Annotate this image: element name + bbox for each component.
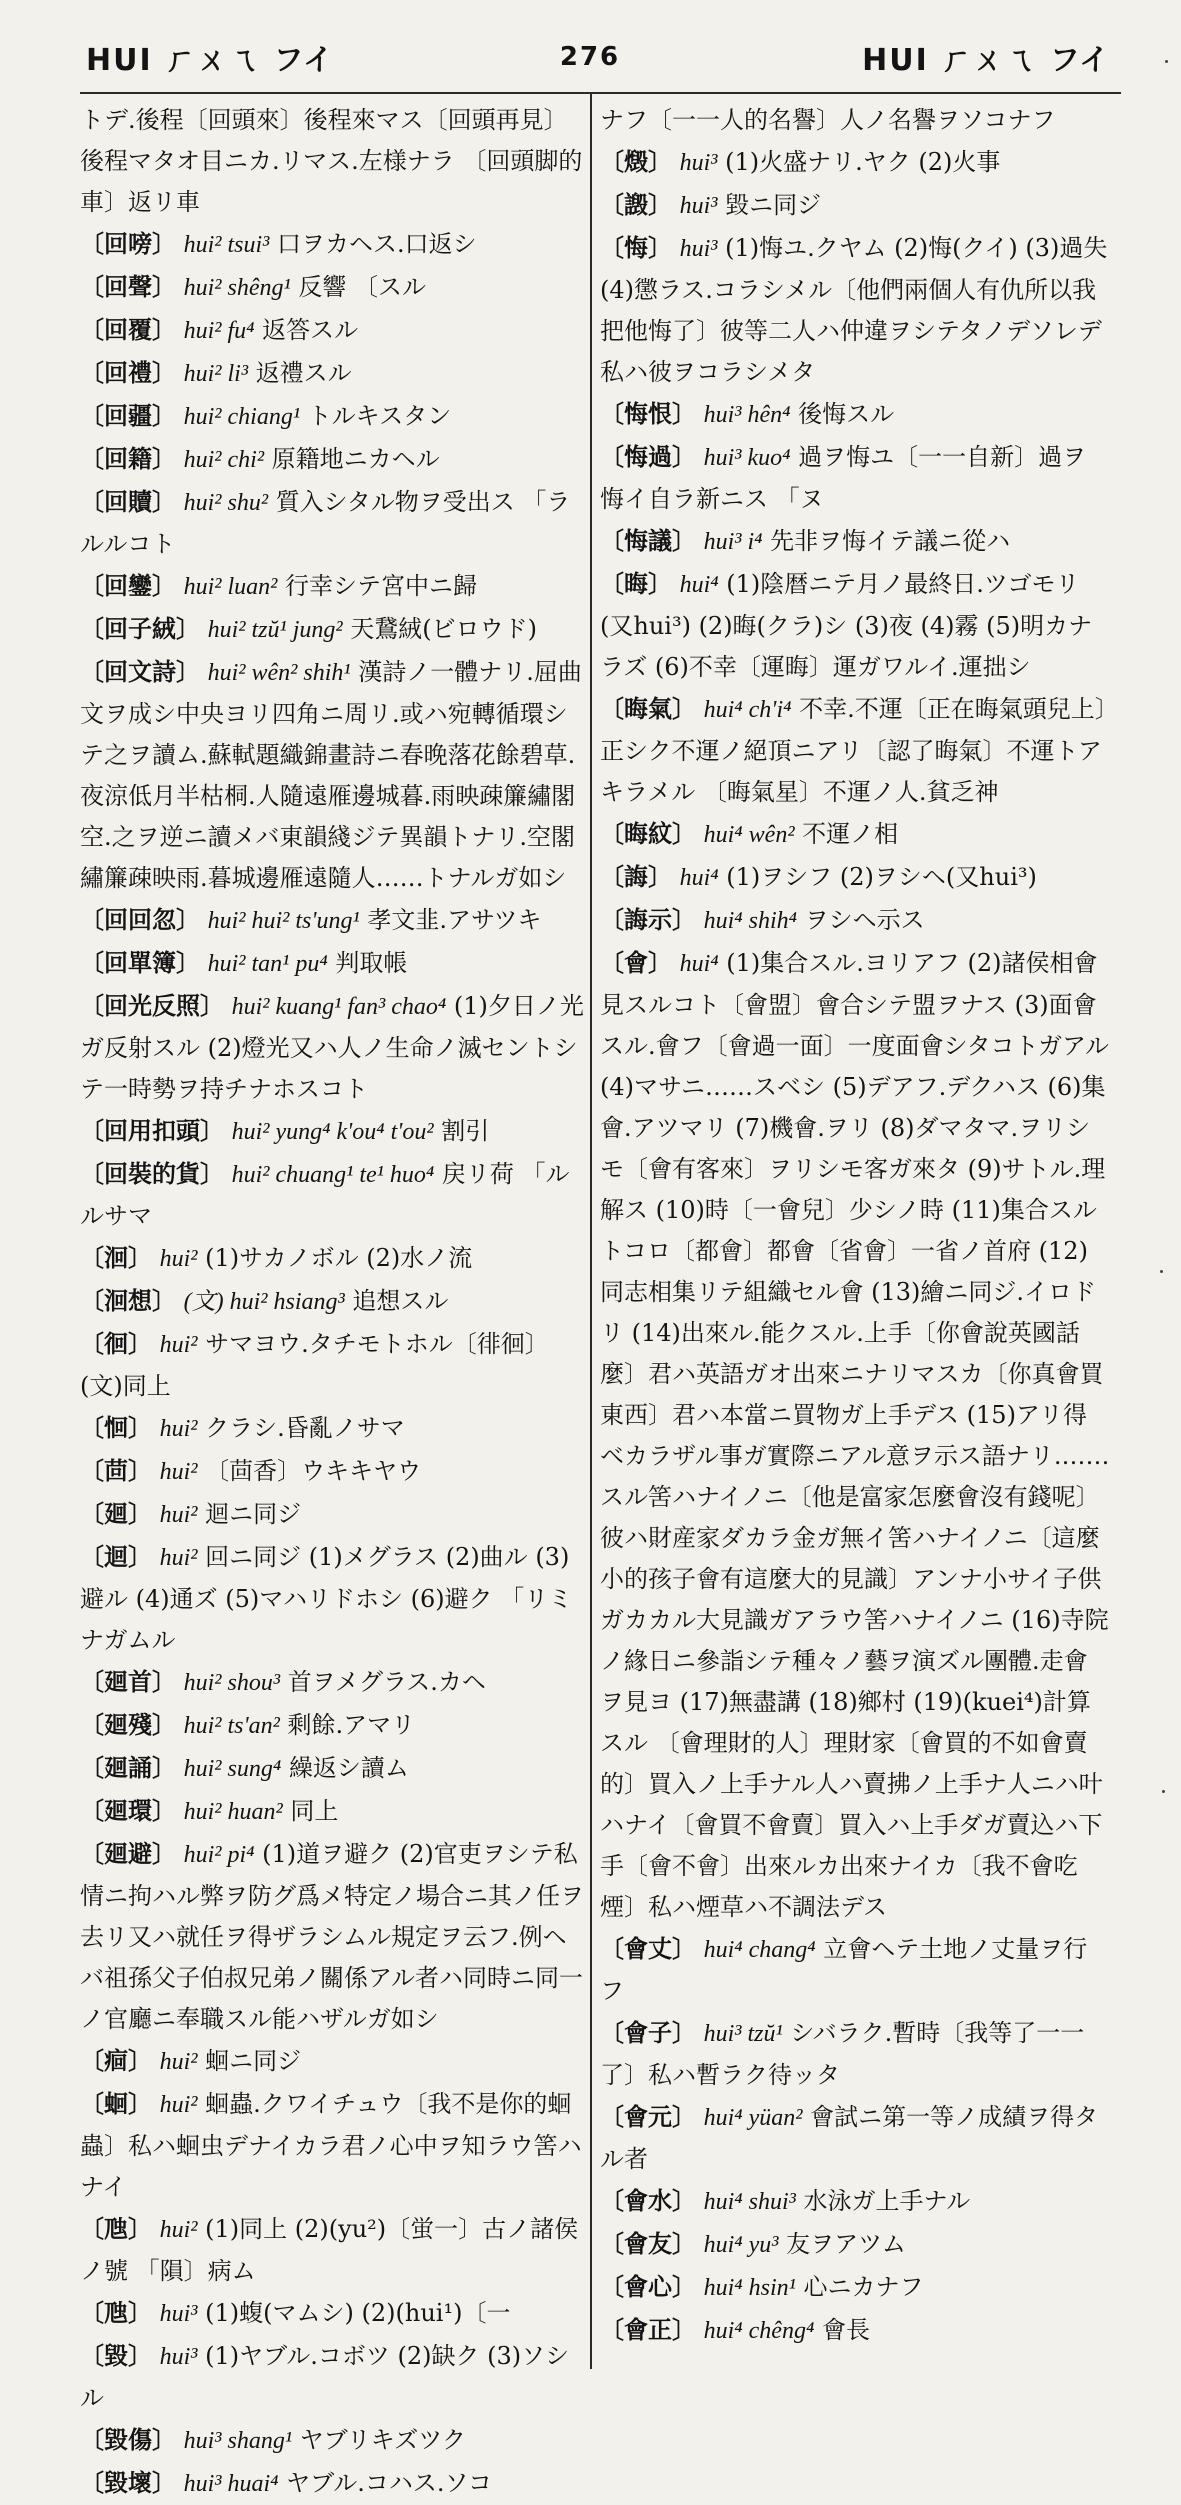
entry-definition: (1)陰暦ニテ月ノ最終日.ツゴモリ(又hui³) (2)晦(クラ)シ (3)夜 (4)霧 (5)明カナラズ (6)不幸〔運晦〕運ガワルイ.運拙シ <box>600 570 1093 681</box>
entry-definition: 首ヲメグラス.カヘ <box>287 1668 486 1696</box>
dictionary-entry <box>80 2208 590 2292</box>
entry-definition: 返禮スル <box>255 359 352 387</box>
entry-romanization: hui⁴ shih⁴ <box>703 908 798 934</box>
entry-definition: 原籍地ニカヘル <box>271 445 440 473</box>
entry-definition: 漢詩ノ一體ナリ.屈曲文ヲ成シ中央ヨリ四角ニ周リ.或ハ宛轉循環シテ之ヲ讀ム.蘇軾題織錦畫詩ニ春晚落花餘碧草.夜涼低月半枯桐.人隨遠雁邊城暮.雨映疎簾繡閣空.之ヲ逆ニ讀メバ東韻綫ジテ異韻トナリ.空閣繡簾疎映雨.暮城邊雁遠隨人……トナルガ如シ <box>80 658 582 892</box>
dictionary-entry <box>600 393 1110 436</box>
entry-headword: 〔迴〕 <box>80 1542 152 1571</box>
entry-romanization: hui² pi⁴ <box>183 1842 255 1868</box>
entry-romanization: hui³ <box>679 193 718 219</box>
dictionary-entry <box>600 2266 1110 2309</box>
entry-headword: 〔會〕 <box>600 948 672 977</box>
entry-romanization: hui² <box>159 1502 198 1528</box>
entry-romanization: hui² <box>159 2092 198 2118</box>
entry-definition: クラシ.昏亂ノサマ <box>205 1414 405 1442</box>
entry-headword: 〔回光反照〕 <box>80 991 224 1020</box>
entry-romanization: hui⁴ chêng⁴ <box>703 2318 815 2344</box>
dictionary-entry <box>80 565 590 608</box>
entry-definition: サマヨウ.タチモトホル〔徘徊〕(文)同上 <box>80 1330 549 1400</box>
entry-headword: 〔悔恨〕 <box>600 399 696 428</box>
entry-headword: 〔會友〕 <box>600 2229 696 2258</box>
entry-romanization: hui² <box>159 2217 198 2243</box>
dictionary-entry <box>80 1704 590 1747</box>
entry-romanization: hui⁴ hsin¹ <box>703 2275 796 2301</box>
dictionary-entry <box>600 184 1110 227</box>
page-number: 276 <box>559 42 621 72</box>
dictionary-entry <box>80 1450 590 1493</box>
left-column <box>80 100 590 2505</box>
entry-definition: ヤブリキズツク <box>299 2426 467 2454</box>
entry-headword: 〔廻殘〕 <box>80 1710 176 1739</box>
entry-headword: 〔晦氣〕 <box>600 694 696 723</box>
entry-romanization: hui⁴ <box>679 572 719 598</box>
entry-headword: 〔恛〕 <box>80 1413 152 1442</box>
dictionary-entry <box>80 651 590 899</box>
entry-romanization: hui² luan² <box>183 574 278 600</box>
entry-romanization: hui² <box>159 1459 198 1485</box>
entry-romanization: hui⁴ chang⁴ <box>703 1937 816 1963</box>
entry-romanization: hui² hui² ts'ung¹ <box>207 908 360 934</box>
dictionary-entry <box>600 141 1110 184</box>
entry-definition: 蛔ニ同ジ <box>205 2047 302 2075</box>
entry-definition: (1)ヲシフ (2)ヲシヘ(又hui³) <box>726 863 1037 891</box>
entry-definition: 天鵞絨(ビロウド) <box>350 615 537 643</box>
entry-definition: 先非ヲ悔イテ議ニ從ハ <box>770 527 1011 555</box>
dictionary-entry <box>80 942 590 985</box>
entry-romanization: hui² <box>159 1545 198 1571</box>
entry-romanization: hui³ <box>159 2344 198 2370</box>
entry-definition: (1)サカノボル (2)水ノ流 <box>205 1244 473 1272</box>
entry-headword: 〔誨示〕 <box>600 905 696 934</box>
entry-headword: 〔蛔〕 <box>80 2089 152 2118</box>
entry-headword: 〔誨〕 <box>600 862 672 891</box>
entry-definition: 會長 <box>821 2316 870 2344</box>
scan-speck <box>1160 1270 1163 1273</box>
entry-headword: 〔回單簿〕 <box>80 948 200 977</box>
entry-definition: 孝文韭.アサツキ <box>367 906 542 934</box>
entry-definition: 不運ノ相 <box>802 820 899 848</box>
entry-headword: 〔譭〕 <box>600 190 672 219</box>
dictionary-entry <box>80 352 590 395</box>
dictionary-entry <box>80 1280 590 1323</box>
entry-definition: ヲシヘ示ス <box>804 906 925 934</box>
dictionary-entry <box>80 481 590 565</box>
dictionary-entry <box>600 2096 1110 2180</box>
entry-romanization: hui³ shang¹ <box>183 2428 293 2454</box>
dictionary-entry <box>600 563 1110 688</box>
entry-romanization: hui² tzŭ¹ jung² <box>207 617 343 643</box>
dictionary-entry <box>80 1747 590 1790</box>
entry-romanization: hui⁴ yüan² <box>703 2105 803 2131</box>
entry-romanization: hui² tsui³ <box>183 232 270 258</box>
entry-definition: シバラク.暫時〔我等了一一了〕私ハ暫ラク待ッタ <box>600 2019 1085 2089</box>
entry-headword: 〔會水〕 <box>600 2186 696 2215</box>
entry-definition: (1)火盛ナリ.ヤク (2)火事 <box>725 148 1001 176</box>
entry-definition: 心ニカナフ <box>803 2273 924 2301</box>
entry-definition: 返答スル <box>262 316 359 344</box>
entry-romanization: hui³ tzŭ¹ <box>703 2021 783 2047</box>
dictionary-entry <box>80 1323 590 1407</box>
dictionary-entry <box>80 1153 590 1237</box>
entry-headword: 〔回聲〕 <box>80 272 176 301</box>
entry-romanization: hui⁴ yu³ <box>703 2232 779 2258</box>
dictionary-entry <box>80 2040 590 2083</box>
entry-romanization: hui³ <box>159 2301 198 2327</box>
entry-romanization: hui² fu⁴ <box>183 318 255 344</box>
entry-romanization: hui⁴ <box>679 865 719 891</box>
dictionary-entry <box>600 2309 1110 2352</box>
scan-speck <box>1162 1790 1165 1793</box>
entry-romanization: hui² <box>159 1332 198 1358</box>
dictionary-entry <box>80 223 590 266</box>
dictionary-entry <box>80 2292 590 2335</box>
entry-headword: 〔痐〕 <box>80 2046 152 2075</box>
entry-headword: 〔燬〕 <box>600 147 672 176</box>
dictionary-entry <box>80 899 590 942</box>
entry-headword: 〔回籍〕 <box>80 444 176 473</box>
dictionary-entry <box>600 2180 1110 2223</box>
dictionary-entry <box>80 266 590 309</box>
entry-romanization: hui² huan² <box>183 1799 283 1825</box>
entry-romanization: hui² yung⁴ k'ou⁴ t'ou² <box>231 1119 434 1145</box>
dictionary-entry <box>80 1407 590 1450</box>
entry-definition: (1)悔ユ.クヤム (2)悔(クイ) (3)過失 (4)懲ラス.コラシメル〔他們兩個人有仇所以我把他悔了〕彼等二人ハ仲違ヲシテタノデソレデ私ハ彼ヲコラシメタ <box>600 234 1108 386</box>
entry-definition: 回ニ同ジ (1)メグラス (2)曲ル (3)避ル (4)通ズ (5)マハリドホシ (6)避ク 「リミナガムル <box>80 1543 573 1654</box>
entry-headword: 〔回回忽〕 <box>80 905 200 934</box>
entry-headword: 〔廻首〕 <box>80 1667 176 1696</box>
dictionary-entry <box>80 2419 590 2462</box>
dictionary-entry <box>80 100 590 223</box>
entry-romanization: hui³ <box>679 236 718 262</box>
dictionary-entry <box>600 899 1110 942</box>
entry-definition: 友ヲアツム <box>786 2230 906 2258</box>
entry-headword: 〔虺〕 <box>80 2298 152 2327</box>
entry-headword: 〔晦紋〕 <box>600 819 696 848</box>
entry-headword: 〔回用扣頭〕 <box>80 1116 224 1145</box>
entry-romanization: hui² tan¹ pu⁴ <box>207 951 328 977</box>
dictionary-entry <box>80 395 590 438</box>
dictionary-entry <box>80 1661 590 1704</box>
entry-definition: 割引 <box>441 1117 490 1145</box>
entry-headword: 〔回禮〕 <box>80 358 176 387</box>
entry-headword: 〔廻誦〕 <box>80 1753 176 1782</box>
dictionary-entry <box>80 2083 590 2208</box>
entry-headword: 〔會元〕 <box>600 2102 696 2131</box>
entry-definition: (1)集合スル.ヨリアフ (2)諸侯相會見スルコト〔會盟〕會合シテ盟ヲナス (3)面會スル.會フ〔會過一面〕一度面會シタコトガアル (4)マサニ……スベシ (5)デアフ.デクハス (6)集會.アツマリ (7)機會.ヲリ (8)ダマタマ.ヲリシモ〔會有客來〕ヲリシモ客ガ來タ (9)サトル.理解ス (10)時〔一會兒〕少シノ時 (11)集合スルトコロ〔都會〕都會〔省會〕一省ノ首府 (12)同志相集リテ組織セル會 (13)繪ニ同ジ.イロドリ (14)出來ル.能クスル.上手〔你會說英國話麼〕君ハ英語ガオ出來ニナリマスカ〔你真會買東西〕君ハ本當ニ買物ガ上手デス (15)アリ得ベカラザル事ガ實際ニアル意ヲ示ス語ナリ.……スル筈ハナイノニ〔他是富家怎麼會沒有錢呢〕彼ハ財産家ダカラ金ガ無イ筈ハナイノニ〔這麼小的孩子會有這麼大的見識〕アンナ小サイ子供ガカカル大見識ガアラウ筈ハナイノニ (16)寺院ノ緣日ニ參詣シテ種々ノ藝ヲ演ズル團體.走會ヲ見ヨ (17)無盡講 (18)鄉村 (19)(kuei⁴)計算スル 〔會理財的人〕理財家〔會買的不如會賣的〕買入ノ上手ナル人ハ賣拂ノ上手ナ人ニハ叶ハナイ〔會買不會賣〕買入ハ上手ダガ賣込ハ下手〔會不會〕出來ルカ出來ナイカ〔我不會吃煙〕私ハ煙草ハ不調法デス <box>600 949 1110 1921</box>
entry-romanization: hui⁴ shui³ <box>703 2189 796 2215</box>
dictionary-entry <box>600 1928 1110 2012</box>
entry-definition: トルキスタン <box>307 402 452 430</box>
entry-romanization: hui² sung⁴ <box>183 1756 282 1782</box>
dictionary-entry <box>80 2335 590 2419</box>
entry-definition: 同上 <box>290 1797 339 1825</box>
entry-headword: 〔毀傷〕 <box>80 2425 176 2454</box>
entry-definition: 會試ニ第一等ノ成績ヲ得タル者 <box>600 2103 1099 2173</box>
entry-headword: 〔茴〕 <box>80 1456 152 1485</box>
dictionary-entry <box>600 856 1110 899</box>
entry-headword: 〔回覆〕 <box>80 315 176 344</box>
entry-headword: 〔會子〕 <box>600 2018 696 2047</box>
entry-romanization: hui² <box>159 1246 198 1272</box>
entry-headword: 〔徊〕 <box>80 1329 152 1358</box>
entry-romanization: hui² shêng¹ <box>183 275 291 301</box>
entry-romanization: hui² shu² <box>183 490 269 516</box>
dictionary-entry <box>80 1833 590 2040</box>
entry-romanization: hui² kuang¹ fan³ chao⁴ <box>231 994 447 1020</box>
dictionary-entry <box>80 1536 590 1661</box>
entry-headword: 〔會丈〕 <box>600 1934 696 1963</box>
entry-headword: 〔回贖〕 <box>80 487 176 516</box>
entry-headword: 〔會心〕 <box>600 2272 696 2301</box>
column-divider <box>590 92 592 2369</box>
dictionary-entry <box>600 2223 1110 2266</box>
dictionary-entry <box>80 309 590 352</box>
entry-romanization: hui² <box>159 2049 198 2075</box>
entry-headword: 〔回嗙〕 <box>80 229 176 258</box>
entry-headword: 〔悔過〕 <box>600 442 696 471</box>
entry-romanization: hui³ hên⁴ <box>703 402 791 428</box>
right-column <box>600 100 1110 2352</box>
dictionary-entry <box>600 2012 1110 2096</box>
dictionary-entry <box>600 813 1110 856</box>
entry-romanization: hui⁴ ch'i⁴ <box>703 697 792 723</box>
dictionary-entry <box>600 688 1110 813</box>
entry-romanization: hui² ts'an² <box>183 1713 280 1739</box>
entry-definition: 繰返シ讀ム <box>288 1754 409 1782</box>
entry-definition: (1)夕日ノ光ガ反射スル (2)燈光又ハ人ノ生命ノ滅セントシテ一時勢ヲ持チナホスコト <box>80 992 584 1103</box>
entry-headword: 〔毀壞〕 <box>80 2468 176 2497</box>
entry-definition: トデ.後程〔回頭來〕後程來マス〔回頭再見〕後程マタオ目ニカ.リマス.左様ナラ 〔回頭脚的車〕返リ車 <box>80 106 583 216</box>
dictionary-entry <box>80 1790 590 1833</box>
dictionary-entry <box>600 942 1110 1928</box>
header-rule <box>80 92 1121 94</box>
entry-definition: (1)同上 (2)(yu²)〔蛍一〕古ノ諸侯ノ號 「隕〕病ム <box>80 2215 579 2285</box>
entry-headword: 〔會正〕 <box>600 2315 696 2344</box>
dictionary-entry <box>600 227 1110 393</box>
entry-definition: 行幸シテ宮中ニ歸 <box>285 572 478 600</box>
entry-definition: 迴ニ同ジ <box>205 1500 302 1528</box>
entry-definition: 剩餘.アマリ <box>287 1711 416 1739</box>
dictionary-entry <box>600 100 1110 141</box>
entry-romanization: hui³ kuo⁴ <box>703 445 791 471</box>
dictionary-entry <box>80 2462 590 2505</box>
entry-headword: 〔廻避〕 <box>80 1839 176 1868</box>
entry-definition: 立會ヘテ土地ノ丈量ヲ行フ <box>600 1935 1088 2005</box>
running-header-right: HUI ㄏㄨㄟ フイ <box>862 43 1111 78</box>
entry-romanization: hui² li³ <box>183 361 249 387</box>
entry-definition: 質入シタル物ヲ受出ス 「ラルルコト <box>80 488 571 558</box>
entry-definition: 不幸.不運〔正在晦氣頭兒上〕正シク不運ノ絕頂ニアリ〔認了晦氣〕不運トアキラメル 〔晦氣星〕不運ノ人.貧乏神 <box>600 695 1107 806</box>
entry-definition: 後悔スル <box>798 400 895 428</box>
entry-definition: ヤブル.コハス.ソコ <box>286 2469 492 2497</box>
entry-headword: 〔虺〕 <box>80 2214 152 2243</box>
dictionary-entry <box>80 608 590 651</box>
scan-speck <box>1165 60 1168 63</box>
entry-definition: (1)ヤブル.コボツ (2)缺ク (3)ソシル <box>80 2342 570 2412</box>
dictionary-entry <box>80 1110 590 1153</box>
entry-headword: 〔晦〕 <box>600 569 672 598</box>
entry-romanization: hui² chiang¹ <box>183 404 301 430</box>
entry-headword: 〔悔〕 <box>600 233 672 262</box>
entry-headword: 〔回裝的貨〕 <box>80 1159 224 1188</box>
entry-definition: (1)蝮(マムシ) (2)(hui¹)〔一 <box>205 2299 511 2327</box>
entry-romanization: hui² chi² <box>183 447 265 473</box>
entry-romanization: hui³ huai⁴ <box>183 2471 279 2497</box>
entry-definition: 過ヲ悔ユ〔一一自新〕過ヲ悔イ自ラ新ニス 「ヌ <box>600 443 1087 513</box>
entry-headword: 〔廻〕 <box>80 1499 152 1528</box>
entry-headword: 〔回疆〕 <box>80 401 176 430</box>
entry-definition: 水泳ガ上手ナル <box>803 2187 971 2215</box>
entry-romanization: (文) hui² hsiang³ <box>183 1289 345 1315</box>
dictionary-entry <box>600 436 1110 520</box>
dictionary-entry <box>80 1237 590 1280</box>
entry-definition: 判取帳 <box>335 949 408 977</box>
entry-headword: 〔回文詩〕 <box>80 657 200 686</box>
entry-headword: 〔洄〕 <box>80 1243 152 1272</box>
dictionary-entry <box>80 985 590 1110</box>
entry-headword: 〔毀〕 <box>80 2341 152 2370</box>
entry-definition: (1)道ヲ避ク (2)官吏ヲシテ私情ニ拘ハル弊ヲ防グ爲メ特定ノ場合ニ其ノ任ヲ去リ又ハ就任ヲ得ザラシムル規定ヲ云フ.例ヘバ祖孫父子伯叔兄弟ノ關係アル者ハ同時ニ同一ノ官廳ニ奉職スル能ハザルガ如シ <box>80 1840 584 2033</box>
entry-romanization: hui⁴ wên² <box>703 822 795 848</box>
entry-romanization: hui² chuang¹ te¹ huo⁴ <box>231 1162 435 1188</box>
entry-definition: 口ヲカヘス.口返シ <box>277 230 477 258</box>
dictionary-entry <box>80 438 590 481</box>
entry-romanization: hui⁴ <box>679 951 719 977</box>
dictionary-entry <box>600 520 1110 563</box>
entry-definition: 反響 〔スル <box>298 273 426 301</box>
entry-headword: 〔洄想〕 <box>80 1286 176 1315</box>
entry-definition: 〔茴香〕ウキキヤウ <box>205 1457 422 1485</box>
entry-romanization: hui³ i⁴ <box>703 529 763 555</box>
entry-headword: 〔廻環〕 <box>80 1796 176 1825</box>
entry-definition: 戻リ荷 「ルルサマ <box>80 1160 570 1230</box>
entry-headword: 〔悔議〕 <box>600 526 696 555</box>
dictionary-entry <box>80 1493 590 1536</box>
entry-headword: 〔回子絨〕 <box>80 614 200 643</box>
entry-romanization: hui² <box>159 1416 198 1442</box>
entry-romanization: hui² shou³ <box>183 1670 281 1696</box>
entry-definition: ナフ〔一一人的名譽〕人ノ名譽ヲソコナフ <box>600 106 1056 134</box>
entry-headword: 〔回鑾〕 <box>80 571 176 600</box>
entry-definition: 蛔蟲.クワイチュウ〔我不是你的蛔蟲〕私ハ蛔虫デナイカラ君ノ心中ヲ知ラウ筈ハナイ <box>80 2090 582 2201</box>
entry-romanization: hui² wên² shih¹ <box>207 660 351 686</box>
entry-definition: 毀ニ同ジ <box>725 191 822 219</box>
entry-definition: 追想スル <box>352 1287 449 1315</box>
entry-romanization: hui³ <box>679 150 718 176</box>
running-header-left: HUI ㄏㄨㄟ フイ <box>86 43 335 78</box>
